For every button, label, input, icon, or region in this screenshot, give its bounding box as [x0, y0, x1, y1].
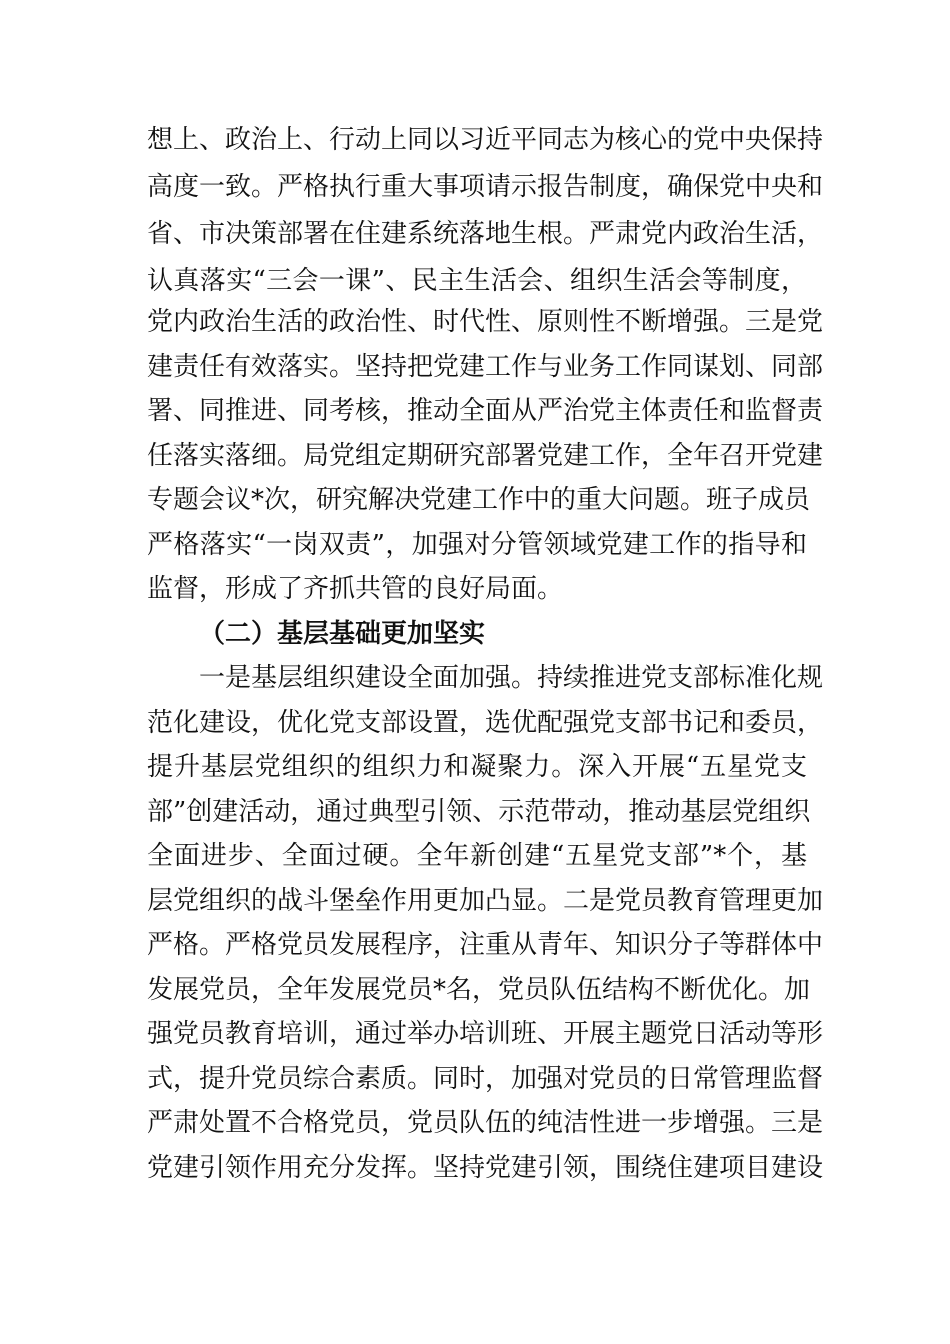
- paragraph2-line-3: 提升基层党组织的组织力和凝聚力。深入开展“五星党支: [147, 752, 807, 782]
- paragraph2-line-8: 发展党员，全年发展党员*名，党员队伍结构不断优化。加: [147, 975, 811, 1005]
- paragraph2-line-11: 严肃处置不合格党员，党员队伍的纯洁性进一步增强。三是: [147, 1108, 824, 1138]
- paragraph2-line-12: 党建引领作用充分发挥。坚持党建引领，围绕住建项目建设: [147, 1153, 824, 1183]
- paragraph2-line-5: 全面进步、全面过硬。全年新创建“五星党支部”*个，基: [147, 841, 807, 871]
- paragraph1-line-11: 监督，形成了齐抓共管的良好局面。: [147, 574, 564, 604]
- paragraph1-line-7: 署、同推进、同考核，推动全面从严治党主体责任和监督责: [147, 396, 824, 426]
- paragraph2-line-7: 严格。严格党员发展程序，注重从青年、知识分子等群体中: [147, 930, 824, 960]
- paragraph2-line-2: 范化建设，优化党支部设置，选优配强党支部书记和委员，: [147, 708, 824, 738]
- paragraph1-line-3: 省、市决策部署在住建系统落地生根。严肃党内政治生活，: [147, 219, 824, 249]
- paragraph1-line-5: 党内政治生活的政治性、时代性、原则性不断增强。三是党: [147, 307, 824, 337]
- paragraph1-line-10: 严格落实“一岗双责”，加强对分管领域党建工作的指导和: [147, 530, 807, 560]
- paragraph1-line-9: 专题会议*次，研究解决党建工作中的重大问题。班子成员: [147, 485, 811, 515]
- paragraph2-line-4: 部”创建活动，通过典型引领、示范带动，推动基层党组织: [147, 797, 811, 827]
- paragraph1-line-1: 想上、政治上、行动上同以习近平同志为核心的党中央保持: [147, 125, 824, 155]
- paragraph2-line-9: 强党员教育培训，通过举办培训班、开展主题党日活动等形: [147, 1019, 824, 1049]
- paragraph2-line-1: 一是基层组织建设全面加强。持续推进党支部标准化规: [199, 663, 824, 693]
- paragraph2-line-10: 式，提升党员综合素质。同时，加强对党员的日常管理监督: [147, 1064, 824, 1094]
- paragraph1-line-2: 高度一致。严格执行重大事项请示报告制度，确保党中央和: [147, 172, 824, 202]
- paragraph2-line-6: 层党组织的战斗堡垒作用更加凸显。二是党员教育管理更加: [147, 886, 824, 916]
- paragraph1-line-6: 建责任有效落实。坚持把党建工作与业务工作同谋划、同部: [147, 352, 824, 382]
- paragraph1-line-4: 认真落实“三会一课”、民主生活会、组织生活会等制度，: [147, 266, 807, 296]
- section-heading: （二）基层基础更加坚实: [199, 619, 486, 649]
- paragraph1-line-8: 任落实落细。局党组定期研究部署党建工作，全年召开党建: [147, 441, 824, 471]
